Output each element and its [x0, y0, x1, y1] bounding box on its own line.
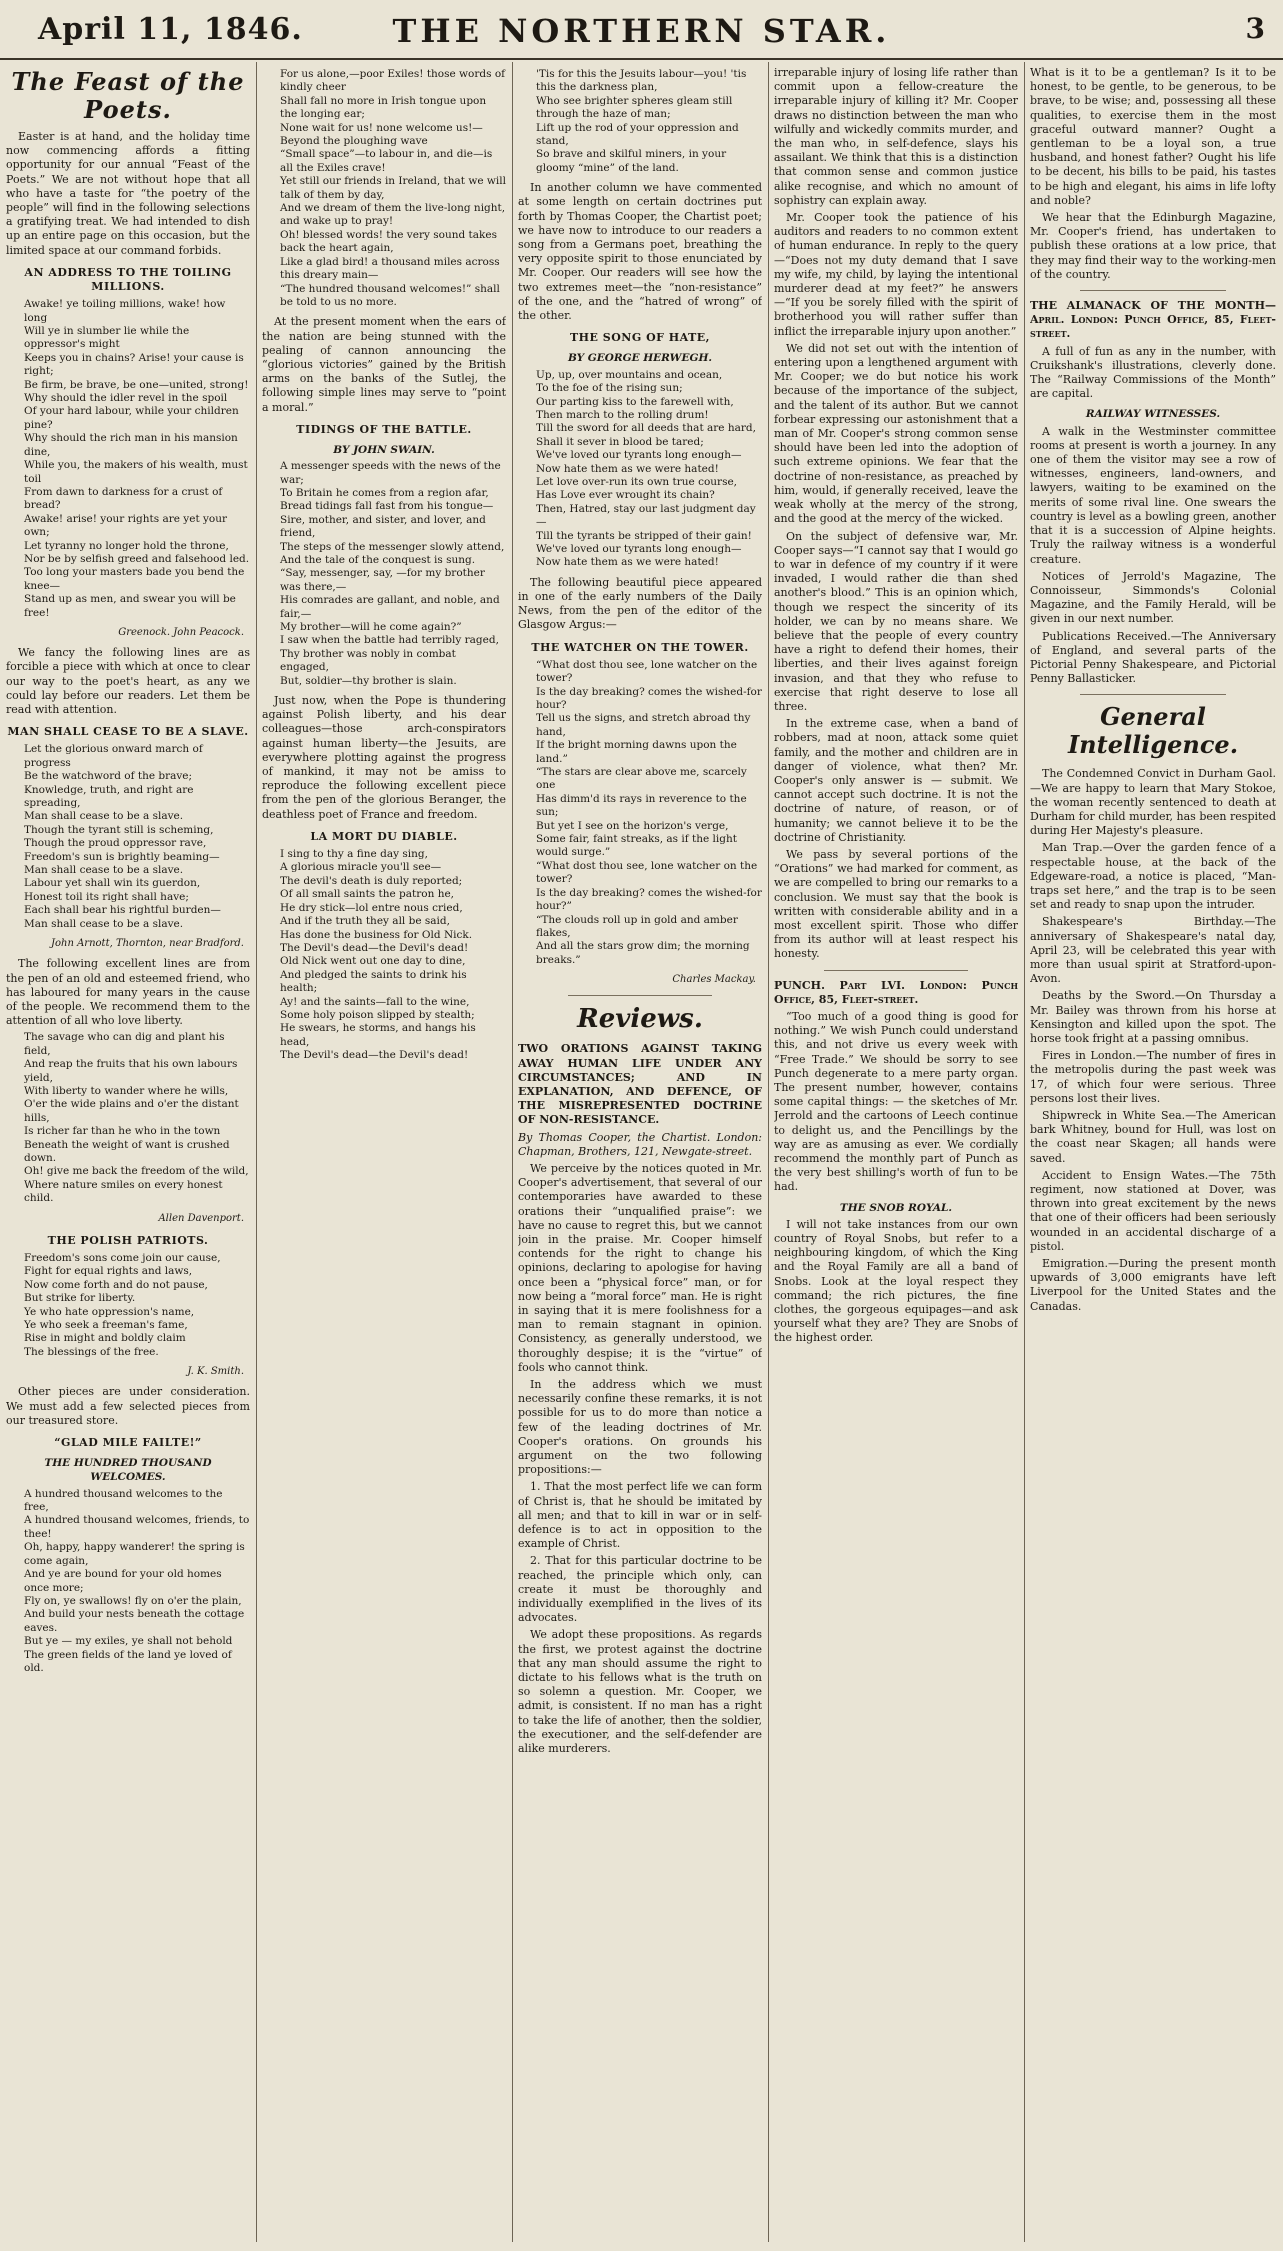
column-2 [262, 66, 506, 2236]
verse-line: Ye who seek a freeman's fame, [24, 1319, 188, 1332]
verse-line: “Say, messenger, say, —for my brother was there,— [280, 567, 485, 593]
body-paragraph: We pass by several portions of the “Orations” we had marked for comment, as we are compelled to bring our remarks to a conclusion. We must say that the book is written with considerable ability and in a most excellent spirit. Those who differ from its author will at least respect his honesty. [774, 847, 1018, 961]
verse-line: Beneath the weight of want is crushed down. [24, 1138, 230, 1164]
body-paragraph: Other pieces are under consideration. We must add a few selected pieces from our treasured store. [6, 1385, 250, 1427]
verse-line: Honest toil its right shall have; [24, 890, 189, 903]
publications-received: Publications Received.—The Anniversary of England, and several parts of the Pictorial Penny Shakespeare, and Pictorial Penny Ballasticker. [1030, 629, 1276, 686]
verse-line: Is the day breaking? comes the wished-for hour? [536, 685, 762, 712]
poem-title: LA MORT DU DIABLE. [310, 829, 458, 843]
poem-verse [24, 1252, 250, 1359]
verse-line: The Devil's dead—the Devil's dead! [280, 1049, 469, 1062]
poem-subtitle: BY GEORGE HERWEGH. [567, 352, 713, 365]
poem-title: THE WATCHER ON THE TOWER. [531, 640, 749, 654]
news-item: The Condemned Convict in Durham Gaol.—We are happy to learn that Mary Stokoe, the woman recently sentenced to death at Durham for child murder, has been respited during Her Majesty's pleasure. [1030, 767, 1276, 838]
column-4 [774, 66, 1018, 2236]
verse-line: Has done the business for Old Nick. [280, 928, 473, 941]
verse-line: Man shall cease to be a slave. [24, 810, 184, 823]
poem-verse [280, 68, 506, 309]
verse-line: To the foe of the rising sun; [536, 382, 683, 395]
verse-line: None wait for us! none welcome us!—Beyond the ploughing wave [280, 121, 483, 148]
column-rule [1024, 62, 1025, 2242]
verse-line: Fight for equal rights and laws, [24, 1265, 193, 1278]
verse-line: And ye are bound for your old homes once more; [24, 1568, 222, 1594]
poem-title: “GLAD MILE FAILTE!” [54, 1436, 202, 1450]
verse-line: The steps of the messenger slowly attend, [280, 540, 505, 553]
verse-line: Freedom's sun is brightly beaming— [24, 850, 220, 863]
verse-line: Though the proud oppressor rave, [24, 837, 207, 850]
verse-line: My brother—will he come again?” [280, 621, 462, 634]
verse-line: So brave and skilful miners, in your gloomy “mine” of the land. [536, 148, 727, 174]
verse-line: And pledged the saints to drink his health; [280, 968, 467, 995]
verse-line: Stand up as men, and swear you will be free! [24, 593, 236, 619]
verse-line: Ye who hate oppression's name, [24, 1305, 195, 1318]
verse-line: Now come forth and do not pause, [24, 1278, 208, 1291]
section-divider [1080, 290, 1226, 291]
verse-line: “Small space”—to labour in, and die—is all the Exiles crave! [280, 148, 493, 174]
body-paragraph: We fancy the following lines are as forcible a piece with which at once to clear our way to the poet's heart, as any we could lay before our readers. Let them be read with attention. [6, 646, 250, 716]
verse-line: 'Tis for this the Jesuits labour—you! 'tis this the darkness plan, [536, 68, 747, 94]
poem-signature: John Arnott, Thornton, near Bradford. [51, 938, 244, 950]
poem-verse [536, 68, 762, 175]
poem-verse [24, 743, 250, 931]
body-paragraph: A full of fun as any in the number, with Cruikshank's illustrations, cleverly done. The “Railway Commissions of the Month” are capital. [1030, 344, 1276, 401]
woodcut-caption: THE SNOB ROYAL. [839, 1201, 953, 1214]
verse-line: Old Nick went out one day to dine, [280, 955, 466, 968]
verse-line: Man shall cease to be a slave. [24, 864, 184, 877]
verse-line: But strike for liberty. [24, 1292, 136, 1305]
verse-line: Like a glad bird! a thousand miles across this dreary main— [280, 255, 500, 282]
verse-line: Of your hard labour, while your children pine? [24, 405, 239, 431]
column-3 [518, 66, 762, 2236]
verse-line: While you, the makers of his wealth, must toil [24, 459, 248, 485]
verse-line: Is the day breaking? comes the wished-for hour?” [536, 886, 762, 913]
verse-line: He dry stick—lol entre nous cried, [280, 901, 463, 914]
intro-paragraph: Easter is at hand, and the holiday time now commencing affords a fitting opportunity for our annual “Feast of the Poets.” We are not without hope that all who have a taste for “the poetry of the people” will find in the following selections a gratifying treat. We had intended to dish up an entire page on this occasion, but the limited space at our command forbids. [6, 130, 250, 257]
body-paragraph: The following beautiful piece appeared in one of the early numbers of the Daily News, from the pen of the editor of the Glasgow Argus:— [518, 575, 762, 632]
section-divider [1080, 694, 1226, 695]
verse-line: “The stars are clear above me, scarcely one [536, 766, 747, 792]
verse-line: Let the glorious onward march of progress [24, 743, 203, 769]
verse-line: He swears, he storms, and hangs his head, [280, 1022, 476, 1048]
verse-line: Freedom's sons come join our cause, [24, 1252, 221, 1264]
news-item: Man Trap.—Over the garden fence of a respectable house, at the back of the Edgeware-road, a notice is placed, “Man-traps set here,” and the trap is to be seen set and ready to snap upon the intruder. [1030, 841, 1276, 912]
verse-line: Is richer far than he who in the town [24, 1125, 221, 1138]
list-item: 2. That for this particular doctrine to be reached, the principle which only, can create it must be thoroughly and individually exemplified in the lives of its advocates. [518, 1554, 762, 1625]
column-1 [6, 66, 250, 2236]
poem-title: AN ADDRESS TO THE TOILING MILLIONS. [24, 265, 232, 294]
verse-line: “The hundred thousand welcomes!” shall be told to us no more. [280, 282, 500, 308]
verse-line: Knowledge, truth, and right are spreading, [24, 783, 194, 810]
verse-line: Who see brighter spheres gleam still through the haze of man; [536, 94, 733, 121]
verse-line: A hundred thousand welcomes, friends, to thee! [24, 1514, 250, 1540]
verse-line: Fly on, ye swallows! fly on o'er the plain, [24, 1594, 242, 1607]
verse-line: With liberty to wander where he wills, [24, 1084, 229, 1097]
issue-date: April 11, 1846. [38, 12, 303, 47]
verse-line: Has dimm'd its rays in reverence to the sun; [536, 792, 747, 819]
verse-line: And the tale of the conquest is sung. [280, 553, 476, 566]
verse-line: Our parting kiss to the farewell with, [536, 395, 734, 408]
body-paragraph: A walk in the Westminster committee rooms at present is worth a journey. In any one of them the visitor may see a row of witnesses, engineers, land-owners, and lawyers, waiting to be examined on the merits of some rival line. One swears the country is level as a bowling green, another that it is a succession of Alpine heights. Truly the railway witness is a wonderful creature. [1030, 424, 1276, 566]
verse-line: Oh, happy, happy wanderer! the spring is come again, [24, 1541, 245, 1567]
verse-line: We've loved our tyrants long enough— [536, 449, 742, 462]
verse-line: “The clouds roll up in gold and amber flakes, [536, 913, 738, 939]
poem-verse [24, 1488, 250, 1676]
column-rule [512, 62, 513, 2242]
news-item: Accident to Ensign Wates.—The 75th regiment, now stationed at Dover, was thrown into great excitement by the news that one of their officers had been seriously wounded in an accidental discharge of a pistol. [1030, 1168, 1276, 1253]
verse-line: Yet still our friends in Ireland, that we will talk of them by day, [280, 175, 506, 201]
section-divider [824, 970, 968, 971]
review-byline: By Thomas Cooper, the Chartist. London: Chapman, Brothers, 121, Newgate-street. [518, 1130, 762, 1158]
body-paragraph: We perceive by the notices quoted in Mr. Cooper's advertisement, that several of our contemporaries have awarded to these orations their “unqualified praise”: we have no cause to regret this, but we cannot join in the praise. Mr. Cooper himself contends for the right to change his opinions, declaring to apologise for having once been a “physical force” man, or for now being a “moral force” man. He is right in saying that it is mere foolishness for a man to remain stagnant in opinion. Consistency, as generally understood, we thoroughly despise; it is the “virtue” of fools who cannot think. [518, 1161, 762, 1374]
poem-subtitle: BY JOHN SWAIN. [333, 443, 435, 456]
section-heading-general-intelligence: General Intelligence. [1067, 702, 1239, 760]
verse-line: Tell us the signs, and stretch abroad thy hand, [536, 712, 751, 738]
list-item: 1. That the most perfect life we can form of Christ is, that he should be imitated by all men; and that to kill in war or in self-defence is to act in opposition to the example of Christ. [518, 1480, 762, 1551]
page-number: 3 [1245, 12, 1265, 45]
body-paragraph: On the subject of defensive war, Mr. Cooper says—“I cannot say that I would go to war in defence of my country if it were invaded, I would rather die than shed another's blood.” This is an opinion which, though we respect the sincerity of its holder, we can by no means share. We believe that the people of every country have a right to defend their homes, their liberties, and their lives against foreign invasion, and that they who refuse to exercise that right deserve to lose all three. [774, 529, 1018, 713]
verse-line: I sing to thy a fine day sing, [280, 848, 428, 861]
verse-line: Be firm, be brave, be one—united, strong! [24, 378, 249, 391]
body-paragraph: “Too much of a good thing is good for nothing.” We wish Punch could understand this, and not drive us every week with “Free Trade.” We should be sorry to see Punch degenerate to a mere party organ. The present number, however, contains some capital things: — the sketches of Mr. Jerrold and the cartoons of Leech continue to delight us, and the Pencillings by the way are as amusing as ever. We cordially recommend the monthly part of Punch as the very best shilling's worth of fun to be had. [774, 1010, 1018, 1194]
verse-line: And reap the fruits that his own labours yield, [24, 1058, 238, 1084]
body-paragraph: Just now, when the Pope is thundering against Polish liberty, and his dear colleagues—those arch-conspirators against human liberty—the Jesuits, are everywhere plotting against the progress of mankind, it may not be amiss to reproduce the following excellent piece from the pen of the glorious Beranger, the deathless poet of France and freedom. [262, 694, 506, 821]
verse-line: Has Love ever wrought its chain? [536, 489, 715, 502]
section-heading-feast-of-poets: The Feast of the Poets. [11, 67, 245, 124]
poem-signature: J. K. Smith. [187, 1366, 244, 1378]
verse-line: And build your nests beneath the cottage eaves. [24, 1608, 245, 1634]
body-paragraph: irreparable injury of losing life rather than commit upon a fellow-creature the irreparable injury of killing it? Mr. Cooper draws no distinction between the man who wilfully and wickedly commits murder, and the man who, in self-defence, slays his assailant. We think that this is a distinction that common sense and common justice alike recognise, and which no amount of sophistry can explain away. [774, 66, 1018, 207]
verse-line: Some holy poison slipped by stealth; [280, 1008, 475, 1021]
poem-verse [280, 848, 506, 1063]
news-item: Shipwreck in White Sea.—The American bark Whitney, bound for Hull, was lost on the coast near Skagen; all hands were saved. [1030, 1109, 1276, 1165]
verse-line: A hundred thousand welcomes to the free, [24, 1487, 223, 1514]
verse-line: If the bright morning dawns upon the land.” [536, 739, 737, 765]
verse-line: Of all small saints the patron he, [280, 888, 455, 901]
verse-line: His comrades are gallant, and noble, and fair,— [280, 594, 500, 620]
verse-line: Till the tyrants be stripped of their gain! [536, 529, 752, 542]
poem-verse [536, 369, 762, 570]
verse-line: Oh! blessed words! the very sound takes back the heart again, [280, 228, 497, 255]
poem-subtitle: THE HUNDRED THOUSAND WELCOMES. [44, 1457, 212, 1484]
verse-line: Bread tidings fall fast from his tongue— [280, 500, 494, 513]
verse-line: O'er the wide plains and o'er the distant hills, [24, 1098, 239, 1124]
body-paragraph: In the address which we must necessarily confine these remarks, it is not possible for us to do more than notice a few of the leading doctrines of Mr. Cooper's orations. On grounds his argument on the two following propositions:— [518, 1378, 762, 1477]
verse-line: Let tyranny no longer hold the throne, [24, 539, 229, 552]
verse-line: Some fair, faint streaks, as if the light would surge.” [536, 833, 737, 859]
notices-paragraph: Notices of Jerrold's Magazine, The Connoisseur, Simmonds's Colonial Magazine, and the Family Herald, will be given in our next number. [1030, 569, 1276, 626]
verse-line: Oh! give me back the freedom of the wild, [24, 1165, 249, 1178]
news-item: Fires in London.—The number of fires in the metropolis during the past week was 17, of which four were serious. Three persons lost their lives. [1030, 1049, 1276, 1105]
verse-line: Keeps you in chains? Arise! your cause is right; [24, 351, 244, 378]
column-rule [256, 62, 257, 2242]
poem-signature: Greenock. John Peacock. [118, 626, 244, 638]
body-paragraph: We hear that the Edinburgh Magazine, Mr. Cooper's friend, has undertaken to publish these orations at a low price, that they may find their way to the working-men of the country. [1030, 211, 1276, 281]
verse-line: A messenger speeds with the news of the war; [280, 460, 501, 486]
verse-line: Though the tyrant still is scheming, [24, 823, 214, 836]
verse-line: A glorious miracle you'll see— [280, 861, 442, 874]
verse-line: Each shall bear his rightful burden— [24, 904, 221, 917]
verse-line: The blessings of the free. [24, 1345, 159, 1358]
verse-line: The green fields of the land ye loved of old. [24, 1648, 232, 1674]
body-paragraph: We adopt these propositions. As regards the first, we protest against the doctrine that any man should assume the right to dictate to his fellows what is the truth on so solemn a question. Mr. Cooper, we admit, is consistent. If no man has a right to take the life of another, then the soldier, the executioner, and the self-defender are alike murderers. [518, 1628, 762, 1756]
verse-line: Thy brother was nobly in combat engaged, [280, 647, 456, 674]
news-item: Shakespeare's Birthday.—The anniversary of Shakespeare's natal day, April 23, will be celebrated this year with more than usual spirit at Stratford-upon-Avon. [1030, 915, 1276, 986]
verse-line: From dawn to darkness for a crust of bread? [24, 485, 223, 512]
verse-line: Labour yet shall win its guerdon, [24, 877, 201, 890]
verse-line: Then, Hatred, stay our last judgment day— [536, 502, 756, 529]
review-title: THE ALMANACK OF THE MONTH—April. London: Punch Office, 85, Fleet-street. [1030, 299, 1276, 341]
review-title: TWO ORATIONS AGAINST TAKING AWAY HUMAN LIFE UNDER ANY CIRCUMSTANCES; AND IN EXPLANATION, AND DEFENCE, OF THE MISREPRESENTED DOCTRINE OF NON-RESISTANCE. [518, 1042, 762, 1127]
newspaper-title: THE NORTHERN STAR. [392, 12, 891, 50]
body-paragraph: At the present moment when the ears of the nation are being stunned with the pealing of cannon announcing the “glorious victories” gained by the British arms on the banks of the Sutlej, the following simple lines may serve to “point a moral.” [262, 315, 506, 414]
verse-line: Up, up, over mountains and ocean, [536, 368, 723, 381]
verse-line: Rise in might and boldly claim [24, 1332, 186, 1345]
verse-line: Why should the idler revel in the spoil [24, 392, 228, 405]
poem-signature: Allen Davenport. [158, 1212, 244, 1224]
verse-line: “What dost thou see, lone watcher on the tower? [536, 658, 758, 685]
verse-line: Awake! ye toiling millions, wake! how long [24, 298, 226, 324]
verse-line: “What dost thou see, lone watcher on the tower? [536, 859, 758, 886]
poem-title: MAN SHALL CEASE TO BE A SLAVE. [7, 725, 249, 739]
verse-line: Shall fall no more in Irish tongue upon the longing ear; [280, 94, 487, 121]
body-paragraph: What is it to be a gentleman? Is it to be honest, to be gentle, to be generous, to be brave, to be wise; and, possessing all these qualities, to exercise them in the most graceful outward manner? Ought a gentleman to be a loyal son, a true husband, and honest father? Ought his life to be decent, his bills to be paid, his tastes to be high and elegant, his aims in life lofty and noble? [1030, 66, 1276, 207]
verse-line: Awake! arise! your rights are yet your own; [24, 512, 228, 539]
verse-line: Ay! and the saints—fall to the wine, [280, 995, 470, 1008]
item-heading: RAILWAY WITNESSES. [1085, 408, 1221, 421]
news-item: Deaths by the Sword.—On Thursday a Mr. Bailey was thrown from his horse at Kensington and killed upon the spot. The horse took fright at a passing omnibus. [1030, 989, 1276, 1045]
poem-verse [24, 1031, 250, 1205]
verse-line: And if the truth they all be said, [280, 915, 450, 928]
poem-signature: Charles Mackay. [672, 974, 756, 986]
verse-line: Shall it sever in blood be tared; [536, 435, 704, 448]
verse-line: Will ye in slumber lie while the oppressor's might [24, 325, 190, 351]
verse-line: But, soldier—thy brother is slain. [280, 674, 457, 687]
verse-line: The Devil's dead—the Devil's dead! [280, 941, 469, 954]
column-rule [768, 62, 769, 2242]
body-paragraph: In the extreme case, when a band of robbers, mad at noon, attack some quiet family, and the mother and children are in danger of violence, what then? Mr. Cooper's only answer is — submit. We cannot accept such doctrine. It is not the doctrine of nature, of reason, or of humanity; we cannot believe it to be the doctrine of Christianity. [774, 717, 1018, 844]
poem-title: THE SONG OF HATE, [569, 331, 711, 345]
verse-line: Where nature smiles on every honest child. [24, 1178, 223, 1205]
verse-line: Now hate them as we were hated! [536, 462, 719, 475]
masthead [0, 0, 1283, 60]
verse-line: The devil's death is duly reported; [280, 874, 463, 887]
verse-line: Now hate them as we were hated! [536, 556, 719, 569]
verse-line: Lift up the rod of your oppression and stand, [536, 121, 739, 148]
verse-line: To Britain he comes from a region afar, [280, 486, 489, 499]
body-paragraph: The following excellent lines are from the pen of an old and esteemed friend, who has laboured for many years in the cause of the people. We recommend them to the attention of all who love liberty. [6, 957, 250, 1028]
verse-line: Too long your masters bade you bend the knee— [24, 566, 245, 592]
poem-verse [280, 460, 506, 688]
verse-line: Till the sword for all deeds that are hard, [536, 422, 756, 435]
verse-line: And all the stars grow dim; the morning breaks.” [536, 940, 750, 966]
verse-line: Let love over-run its own true course, [536, 475, 738, 488]
review-title: PUNCH. Part LVI. London: Punch Office, 85, Fleet-street. [774, 978, 1018, 1006]
verse-line: Be the watchword of the brave; [24, 770, 193, 783]
section-divider [568, 995, 712, 996]
body-paragraph: In another column we have commented at some length on certain doctrines put forth by Thomas Cooper, the Chartist poet; we have now to introduce to our readers a song from a Germans poet, breathing the very opposite spirit to those enunciated by Mr. Cooper. Our readers will see how the two extremes meet—the “non-resistance” of the one, and the “hatred of wrong” of the other. [518, 181, 762, 323]
news-item: Emigration.—During the present month upwards of 3,000 emigrants have left Liverpool for the United States and the Canadas. [1030, 1257, 1276, 1313]
verse-line: But ye — my exiles, ye shall not behold [24, 1635, 233, 1648]
poem-title: THE POLISH PATRIOTS. [47, 1233, 209, 1247]
poem-verse [536, 659, 762, 967]
column-5 [1030, 66, 1276, 2236]
verse-line: Nor be by selfish greed and falsehood led. [24, 552, 250, 565]
body-paragraph: We did not set out with the intention of entering upon a lengthened argument with Mr. Cooper; we do but notice his work because of the importance of the subject, and the talent of its author. But we cannot forbear expressing our astonishment that a man of Mr. Cooper's strong common sense should have been led into the adoption of such extreme opinions. We fear that the doctrine of non-resistance, as preached by him, would, if generally received, leave the weak wholly at the mercy of the strong, and the good at the mercy of the wicked. [774, 341, 1018, 526]
verse-line: We've loved our tyrants long enough— [536, 542, 742, 555]
section-heading-reviews: Reviews. [577, 1004, 703, 1035]
verse-line: The savage who can dig and plant his field, [24, 1031, 225, 1057]
body-paragraph: Mr. Cooper took the patience of his auditors and readers to no common extent of human endurance. In reply to the query—“Does not my duty demand that I save my wife, my child, by laying the intentional murderer dead at my feet?” he answers—“If you be sorely filled with the spirit of brotherhood you will rather suffer than inflict the irreparable injury upon another.” [774, 211, 1018, 338]
verse-line: Sire, mother, and sister, and lover, and friend, [280, 513, 486, 540]
poem-title: TIDINGS OF THE BATTLE. [296, 422, 472, 436]
verse-line: I saw when the battle had terribly raged, [280, 634, 499, 647]
verse-line: Man shall cease to be a slave. [24, 917, 184, 930]
body-paragraph: I will not take instances from our own country of Royal Snobs, but refer to a neighbouring kingdom, of which the King and the Royal Family are all a band of Snobs. Look at the loyal respect they command; the rich pictures, the fine clothes, the gorgeous equipages—and ask yourself what they are? They are Snobs of the highest order. [774, 1217, 1018, 1345]
verse-line: For us alone,—poor Exiles! those words of kindly cheer [280, 68, 506, 94]
poem-verse [24, 298, 250, 620]
verse-line: And we dream of them the live-long night, and wake up to pray! [280, 202, 506, 228]
verse-line: Why should the rich man in his mansion dine, [24, 432, 238, 458]
verse-line: But yet I see on the horizon's verge, [536, 819, 729, 832]
verse-line: Then march to the rolling drum! [536, 408, 709, 421]
